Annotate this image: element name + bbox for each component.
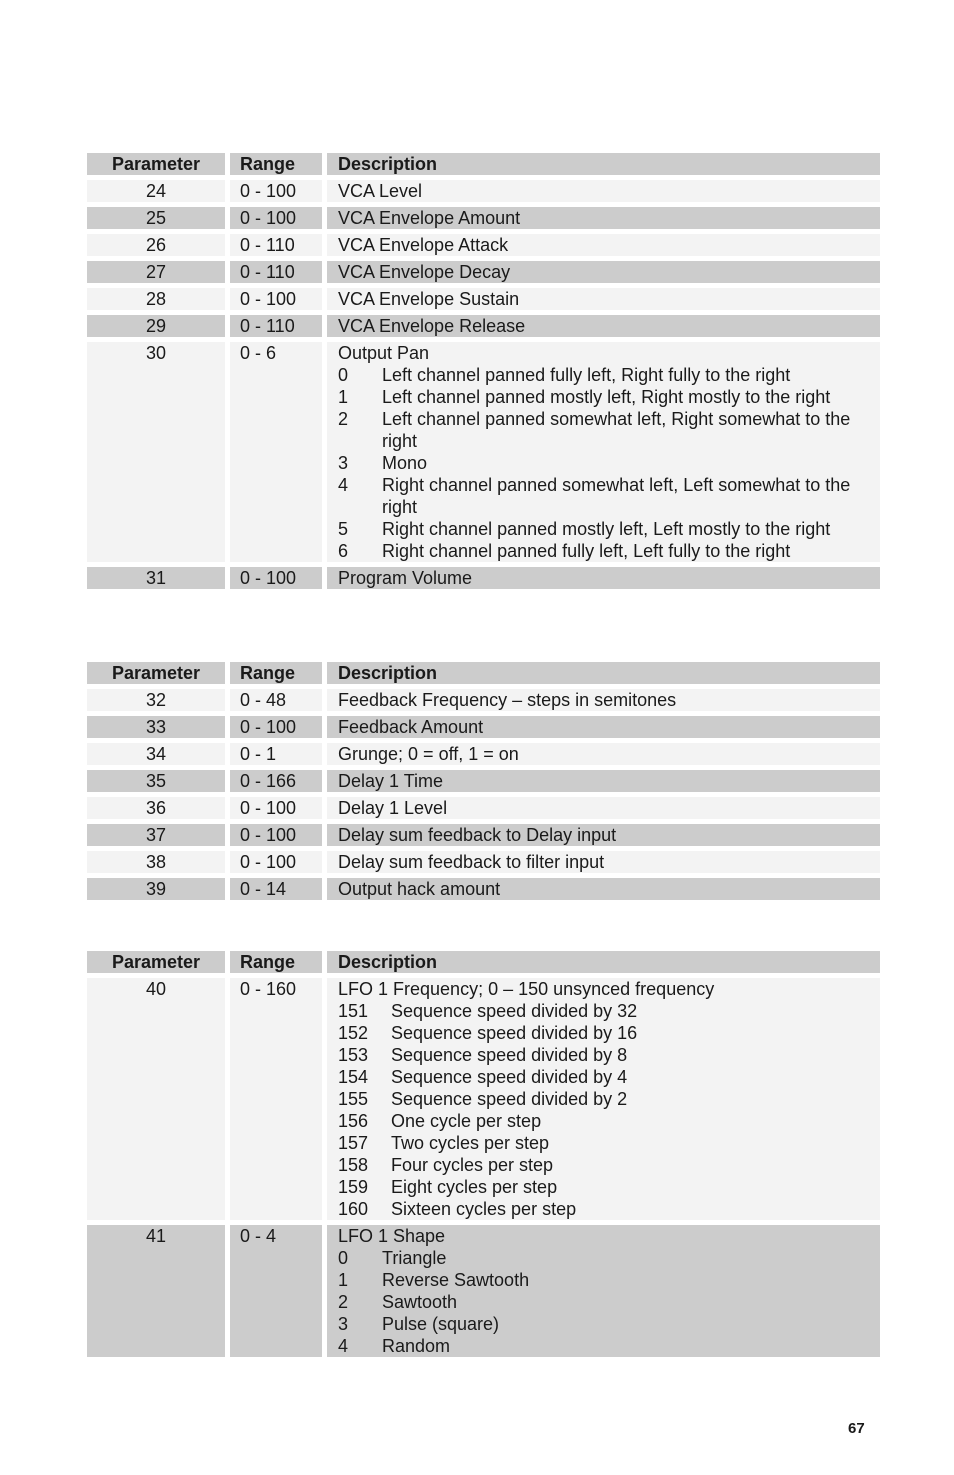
option-key: 152: [338, 1023, 369, 1043]
header-range: Range: [230, 662, 322, 684]
option-key: 6: [338, 541, 349, 561]
option-key: 4: [338, 475, 349, 495]
parameter-table-3: [87, 951, 880, 1362]
table-row: [87, 716, 880, 738]
table-row: [87, 878, 880, 900]
table-row: [87, 851, 880, 873]
description-cell: VCA Envelope Sustain: [327, 288, 880, 310]
header-description: Description: [327, 662, 880, 684]
option-item: [338, 1066, 880, 1088]
option-item: [338, 1335, 880, 1357]
description-cell: Output hack amount: [327, 878, 880, 900]
table-row: [87, 743, 880, 765]
option-key: 4: [338, 1336, 349, 1356]
param-cell: 30: [87, 342, 225, 562]
option-item: [338, 1247, 880, 1269]
description-cell: VCA Envelope Amount: [327, 207, 880, 229]
option-item: [338, 474, 880, 518]
option-key: 1: [338, 1270, 349, 1290]
option-item: [338, 452, 880, 474]
option-value: Left channel panned fully left, Right fully to the right: [382, 365, 791, 385]
option-item: [338, 1110, 880, 1132]
header-description: Description: [327, 153, 880, 175]
table-row: [87, 207, 880, 229]
table-row: [87, 567, 880, 589]
table-row: [87, 978, 880, 1220]
option-key: 0: [338, 365, 349, 385]
table-row: [87, 342, 880, 562]
option-key: 5: [338, 519, 349, 539]
param-cell: 33: [87, 716, 225, 738]
description-cell: VCA Level: [327, 180, 880, 202]
param-cell: 24: [87, 180, 225, 202]
option-key: 0: [338, 1248, 349, 1268]
option-key: 2: [338, 409, 349, 429]
option-value: Left channel panned mostly left, Right mostly to the right: [382, 387, 831, 407]
option-key: 3: [338, 1314, 349, 1334]
description-cell: Delay 1 Time: [327, 770, 880, 792]
param-cell: 37: [87, 824, 225, 846]
table-row: [87, 234, 880, 256]
option-item: [338, 540, 880, 562]
parameter-table-1: [87, 153, 880, 594]
option-value: Eight cycles per step: [391, 1177, 558, 1197]
range-cell: 0 - 160: [230, 978, 322, 1220]
option-item: [338, 1022, 880, 1044]
param-cell: 36: [87, 797, 225, 819]
option-value: Sequence speed divided by 32: [391, 1001, 638, 1021]
range-cell: 0 - 110: [230, 261, 322, 283]
description-cell: Feedback Amount: [327, 716, 880, 738]
param-cell: 39: [87, 878, 225, 900]
range-cell: 0 - 48: [230, 689, 322, 711]
option-item: [338, 518, 880, 540]
description-cell: Delay sum feedback to filter input: [327, 851, 880, 873]
option-key: 154: [338, 1067, 369, 1087]
range-cell: 0 - 100: [230, 567, 322, 589]
param-cell: 25: [87, 207, 225, 229]
option-key: 153: [338, 1045, 369, 1065]
description-title: LFO 1 Shape: [338, 1226, 446, 1246]
param-cell: 38: [87, 851, 225, 873]
option-key: 156: [338, 1111, 369, 1131]
option-key: 1: [338, 387, 349, 407]
option-item: [338, 1313, 880, 1335]
description-cell: Program Volume: [327, 567, 880, 589]
description-cell: VCA Envelope Release: [327, 315, 880, 337]
range-cell: 0 - 100: [230, 824, 322, 846]
option-value: Triangle: [382, 1248, 447, 1268]
option-value: Right channel panned somewhat left, Left somewhat to the right: [382, 475, 851, 517]
header-parameter: Parameter: [87, 951, 225, 973]
param-cell: 31: [87, 567, 225, 589]
table-row: [87, 797, 880, 819]
option-item: [338, 1198, 880, 1220]
header-parameter: Parameter: [87, 153, 225, 175]
option-key: 155: [338, 1089, 369, 1109]
param-cell: 34: [87, 743, 225, 765]
param-cell: 27: [87, 261, 225, 283]
option-key: 157: [338, 1133, 369, 1153]
table-row: [87, 180, 880, 202]
option-value: Sequence speed divided by 2: [391, 1089, 628, 1109]
option-item: [338, 1044, 880, 1066]
option-key: 2: [338, 1292, 349, 1312]
description-cell: Delay 1 Level: [327, 797, 880, 819]
range-cell: 0 - 14: [230, 878, 322, 900]
option-item: [338, 386, 880, 408]
param-cell: 40: [87, 978, 225, 1220]
table-row: [87, 689, 880, 711]
option-value: Sequence speed divided by 8: [391, 1045, 628, 1065]
option-item: [338, 1269, 880, 1291]
header-range: Range: [230, 951, 322, 973]
range-cell: 0 - 1: [230, 743, 322, 765]
option-key: 160: [338, 1199, 369, 1219]
description-cell: [327, 1225, 880, 1357]
option-value: Left channel panned somewhat left, Right somewhat to the right: [382, 409, 851, 451]
option-key: 158: [338, 1155, 369, 1175]
param-cell: 28: [87, 288, 225, 310]
description-cell: Grunge; 0 = off, 1 = on: [327, 743, 880, 765]
range-cell: 0 - 110: [230, 315, 322, 337]
option-item: [338, 364, 880, 386]
option-value: Right channel panned fully left, Left fully to the right: [382, 541, 791, 561]
table-row: [87, 261, 880, 283]
range-cell: 0 - 100: [230, 207, 322, 229]
param-cell: 26: [87, 234, 225, 256]
table-row: [87, 1225, 880, 1357]
option-value: Sawtooth: [382, 1292, 458, 1312]
option-key: 159: [338, 1177, 369, 1197]
option-item: [338, 1000, 880, 1022]
option-value: Sequence speed divided by 16: [391, 1023, 638, 1043]
description-title: Output Pan: [338, 343, 430, 363]
option-value: Random: [382, 1336, 451, 1356]
option-value: One cycle per step: [391, 1111, 542, 1131]
range-cell: 0 - 100: [230, 288, 322, 310]
option-value: Sixteen cycles per step: [391, 1199, 577, 1219]
param-cell: 35: [87, 770, 225, 792]
range-cell: 0 - 110: [230, 234, 322, 256]
option-item: [338, 1132, 880, 1154]
table-header: [87, 662, 880, 684]
param-cell: 41: [87, 1225, 225, 1357]
header-parameter: Parameter: [87, 662, 225, 684]
description-cell: [327, 978, 880, 1220]
table-row: [87, 770, 880, 792]
option-item: [338, 1291, 880, 1313]
range-cell: 0 - 100: [230, 851, 322, 873]
description-title: LFO 1 Frequency; 0 – 150 unsynced frequency: [338, 979, 715, 999]
description-cell: VCA Envelope Decay: [327, 261, 880, 283]
option-value: Four cycles per step: [391, 1155, 554, 1175]
description-cell: Delay sum feedback to Delay input: [327, 824, 880, 846]
param-cell: 32: [87, 689, 225, 711]
range-cell: 0 - 100: [230, 797, 322, 819]
option-item: [338, 1176, 880, 1198]
option-item: [338, 408, 880, 452]
option-value: Reverse Sawtooth: [382, 1270, 530, 1290]
range-cell: 0 - 4: [230, 1225, 322, 1357]
range-cell: 0 - 166: [230, 770, 322, 792]
option-value: Mono: [382, 453, 428, 473]
header-range: Range: [230, 153, 322, 175]
range-cell: 0 - 6: [230, 342, 322, 562]
option-key: 3: [338, 453, 349, 473]
table-row: [87, 288, 880, 310]
option-item: [338, 1154, 880, 1176]
option-key: 151: [338, 1001, 369, 1021]
table-header: [87, 951, 880, 973]
page-number: 67: [848, 1420, 865, 1437]
option-value: Sequence speed divided by 4: [391, 1067, 628, 1087]
table-row: [87, 315, 880, 337]
description-cell: [327, 342, 880, 562]
option-item: [338, 1088, 880, 1110]
table-row: [87, 824, 880, 846]
range-cell: 0 - 100: [230, 180, 322, 202]
description-cell: Feedback Frequency – steps in semitones: [327, 689, 880, 711]
description-cell: VCA Envelope Attack: [327, 234, 880, 256]
param-cell: 29: [87, 315, 225, 337]
option-value: Two cycles per step: [391, 1133, 550, 1153]
table-header: [87, 153, 880, 175]
option-value: Pulse (square): [382, 1314, 500, 1334]
parameter-table-2: [87, 662, 880, 905]
header-description: Description: [327, 951, 880, 973]
option-value: Right channel panned mostly left, Left mostly to the right: [382, 519, 831, 539]
range-cell: 0 - 100: [230, 716, 322, 738]
